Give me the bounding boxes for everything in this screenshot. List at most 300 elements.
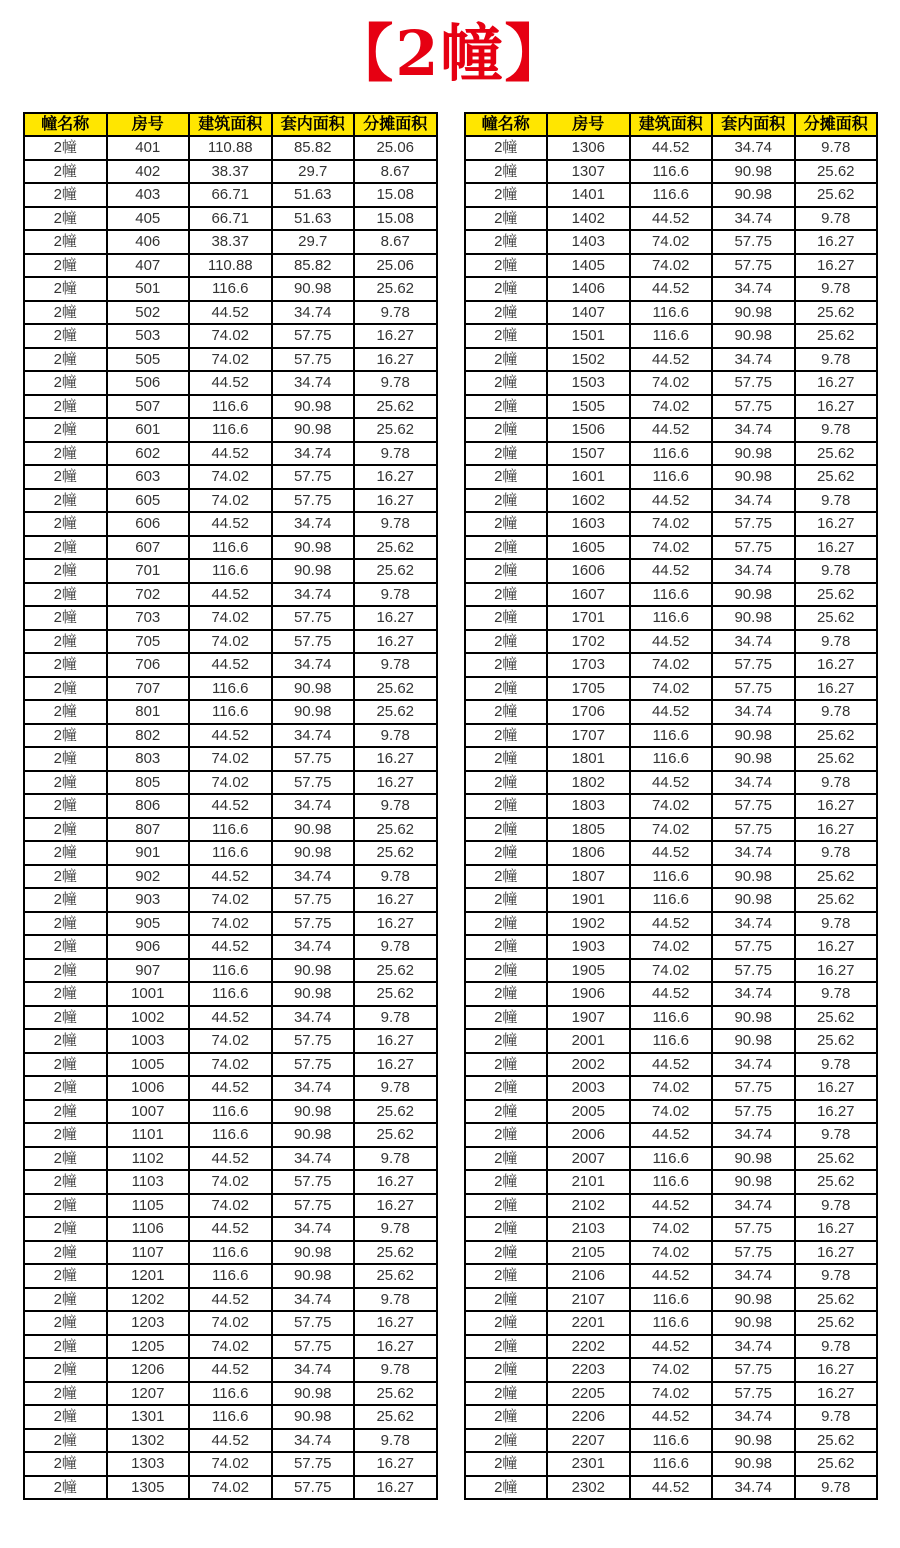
table-cell: 25.62: [354, 677, 437, 701]
table-cell: 1906: [547, 982, 630, 1006]
table-cell: 25.62: [795, 888, 878, 912]
table-cell: 116.6: [630, 442, 713, 466]
table-cell: 16.27: [795, 794, 878, 818]
table-cell: 25.62: [354, 277, 437, 301]
table-cell: 2幢: [24, 1100, 107, 1124]
table-cell: 57.75: [272, 912, 355, 936]
header-row: [24, 113, 437, 136]
table-cell: 57.75: [272, 465, 355, 489]
table-cell: 74.02: [630, 1076, 713, 1100]
table-cell: 2203: [547, 1358, 630, 1382]
table-cell: 116.6: [630, 1147, 713, 1171]
table-cell: 2幢: [24, 136, 107, 160]
table-cell: 34.74: [712, 912, 795, 936]
table-cell: 34.74: [712, 1123, 795, 1147]
table-cell: 1106: [107, 1217, 190, 1241]
table-cell: 25.06: [354, 254, 437, 278]
table-cell: 2幢: [465, 1170, 548, 1194]
table-cell: 1803: [547, 794, 630, 818]
table-cell: 44.52: [189, 935, 272, 959]
table-cell: 602: [107, 442, 190, 466]
table-cell: 34.74: [272, 1429, 355, 1453]
table-row: [465, 1405, 878, 1429]
table-cell: 707: [107, 677, 190, 701]
table-cell: 90.98: [272, 1241, 355, 1265]
table-cell: 603: [107, 465, 190, 489]
table-row: [24, 1170, 437, 1194]
table-row: [24, 677, 437, 701]
table-row: [465, 230, 878, 254]
table-cell: 2幢: [465, 254, 548, 278]
table-cell: 44.52: [189, 1429, 272, 1453]
table-cell: 57.75: [272, 1053, 355, 1077]
table-cell: 1805: [547, 818, 630, 842]
table-cell: 2幢: [24, 230, 107, 254]
table-cell: 2幢: [24, 1076, 107, 1100]
table-cell: 2幢: [465, 536, 548, 560]
table-row: [24, 1217, 437, 1241]
table-cell: 57.75: [272, 630, 355, 654]
table-cell: 116.6: [189, 677, 272, 701]
table-cell: 57.75: [712, 677, 795, 701]
table-cell: 906: [107, 935, 190, 959]
table-cell: 74.02: [189, 324, 272, 348]
column-header: 套内面积: [272, 113, 355, 136]
table-cell: 2幢: [465, 935, 548, 959]
table-cell: 38.37: [189, 230, 272, 254]
table-cell: 74.02: [189, 1335, 272, 1359]
table-cell: 2幢: [24, 724, 107, 748]
table-row: [24, 1006, 437, 1030]
table-cell: 44.52: [630, 1123, 713, 1147]
table-cell: 1306: [547, 136, 630, 160]
table-cell: 25.62: [795, 1452, 878, 1476]
table-cell: 2202: [547, 1335, 630, 1359]
table-cell: 34.74: [712, 136, 795, 160]
table-row: [465, 207, 878, 231]
table-cell: 74.02: [189, 747, 272, 771]
table-cell: 116.6: [189, 395, 272, 419]
table-cell: 16.27: [354, 348, 437, 372]
table-cell: 116.6: [189, 536, 272, 560]
table-cell: 116.6: [630, 160, 713, 184]
table-cell: 44.52: [630, 207, 713, 231]
table-cell: 1602: [547, 489, 630, 513]
table-cell: 2幢: [24, 348, 107, 372]
table-row: [24, 348, 437, 372]
table-cell: 2幢: [24, 324, 107, 348]
table-cell: 25.62: [354, 1241, 437, 1265]
table-cell: 1603: [547, 512, 630, 536]
table-cell: 2幢: [465, 1147, 548, 1171]
table-cell: 74.02: [630, 794, 713, 818]
table-cell: 44.52: [630, 1194, 713, 1218]
table-cell: 74.02: [630, 818, 713, 842]
table-cell: 16.27: [354, 1311, 437, 1335]
table-cell: 74.02: [630, 395, 713, 419]
table-cell: 2幢: [465, 1217, 548, 1241]
table-cell: 2幢: [24, 630, 107, 654]
table-cell: 16.27: [795, 536, 878, 560]
table-cell: 2幢: [465, 982, 548, 1006]
table-cell: 44.52: [189, 794, 272, 818]
table-cell: 74.02: [189, 606, 272, 630]
column-header: 幢名称: [24, 113, 107, 136]
table-cell: 505: [107, 348, 190, 372]
table-cell: 34.74: [272, 1147, 355, 1171]
table-cell: 1105: [107, 1194, 190, 1218]
table-cell: 1407: [547, 301, 630, 325]
table-cell: 2幢: [465, 959, 548, 983]
table-cell: 706: [107, 653, 190, 677]
table-cell: 44.52: [630, 841, 713, 865]
table-cell: 2幢: [24, 395, 107, 419]
table-cell: 57.75: [272, 1335, 355, 1359]
table-row: [465, 630, 878, 654]
table-cell: 2幢: [465, 1358, 548, 1382]
table-cell: 25.62: [795, 160, 878, 184]
table-cell: 90.98: [712, 160, 795, 184]
table-cell: 25.62: [795, 442, 878, 466]
table-cell: 2幢: [465, 630, 548, 654]
table-cell: 90.98: [712, 1147, 795, 1171]
table-cell: 74.02: [630, 254, 713, 278]
table-cell: 2幢: [465, 818, 548, 842]
table-cell: 90.98: [712, 324, 795, 348]
table-cell: 44.52: [189, 442, 272, 466]
table-cell: 2幢: [465, 1053, 548, 1077]
table-cell: 701: [107, 559, 190, 583]
table-cell: 16.27: [354, 1335, 437, 1359]
table-row: [465, 136, 878, 160]
table-cell: 405: [107, 207, 190, 231]
table-cell: 90.98: [272, 700, 355, 724]
table-cell: 90.98: [712, 465, 795, 489]
table-row: [465, 865, 878, 889]
table-cell: 34.74: [272, 724, 355, 748]
table-cell: 2106: [547, 1264, 630, 1288]
table-row: [465, 1288, 878, 1312]
table-cell: 2幢: [24, 301, 107, 325]
table-cell: 44.52: [630, 912, 713, 936]
table-row: [24, 1358, 437, 1382]
table-row: [24, 959, 437, 983]
table-cell: 1905: [547, 959, 630, 983]
table-cell: 90.98: [712, 888, 795, 912]
table-cell: 2幢: [465, 465, 548, 489]
table-cell: 1707: [547, 724, 630, 748]
table-cell: 2幢: [24, 1405, 107, 1429]
table-cell: 116.6: [630, 888, 713, 912]
table-cell: 66.71: [189, 207, 272, 231]
table-cell: 2幢: [24, 935, 107, 959]
table-cell: 9.78: [795, 841, 878, 865]
table-row: [24, 912, 437, 936]
table-cell: 2幢: [24, 1217, 107, 1241]
table-cell: 1801: [547, 747, 630, 771]
table-cell: 2幢: [24, 888, 107, 912]
table-cell: 57.75: [272, 489, 355, 513]
table-cell: 2幢: [465, 1452, 548, 1476]
table-row: [465, 1241, 878, 1265]
table-row: [465, 1076, 878, 1100]
table-row: [465, 1194, 878, 1218]
table-cell: 1705: [547, 677, 630, 701]
table-cell: 2006: [547, 1123, 630, 1147]
table-cell: 16.27: [795, 959, 878, 983]
table-cell: 116.6: [630, 1288, 713, 1312]
table-row: [465, 606, 878, 630]
table-row: [24, 254, 437, 278]
table-cell: 74.02: [189, 348, 272, 372]
table-cell: 74.02: [189, 912, 272, 936]
table-cell: 25.62: [795, 1029, 878, 1053]
table-cell: 57.75: [712, 794, 795, 818]
table-cell: 44.52: [630, 1476, 713, 1500]
table-cell: 57.75: [272, 771, 355, 795]
table-cell: 2幢: [465, 207, 548, 231]
table-cell: 74.02: [189, 1194, 272, 1218]
table-cell: 1806: [547, 841, 630, 865]
table-cell: 74.02: [630, 653, 713, 677]
table-cell: 34.74: [712, 348, 795, 372]
table-cell: 2幢: [465, 653, 548, 677]
table-row: [465, 1358, 878, 1382]
table-cell: 44.52: [630, 1335, 713, 1359]
table-cell: 16.27: [795, 1241, 878, 1265]
table-cell: 25.62: [795, 324, 878, 348]
table-cell: 34.74: [272, 371, 355, 395]
table-cell: 907: [107, 959, 190, 983]
table-cell: 57.75: [712, 254, 795, 278]
table-row: [24, 136, 437, 160]
table-row: [24, 888, 437, 912]
table-cell: 605: [107, 489, 190, 513]
table-cell: 116.6: [630, 1170, 713, 1194]
table-cell: 1402: [547, 207, 630, 231]
table-cell: 16.27: [354, 747, 437, 771]
table-cell: 34.74: [712, 841, 795, 865]
table-cell: 2幢: [24, 1241, 107, 1265]
table-cell: 2幢: [24, 653, 107, 677]
table-cell: 2幢: [465, 1029, 548, 1053]
table-cell: 9.78: [354, 935, 437, 959]
table-cell: 9.78: [795, 771, 878, 795]
table-cell: 9.78: [795, 700, 878, 724]
table-cell: 74.02: [630, 1217, 713, 1241]
table-cell: 1606: [547, 559, 630, 583]
table-cell: 16.27: [795, 1358, 878, 1382]
table-cell: 34.74: [272, 1076, 355, 1100]
table-cell: 57.75: [712, 818, 795, 842]
table-cell: 9.78: [795, 207, 878, 231]
table-row: [24, 794, 437, 818]
table-row: [465, 982, 878, 1006]
table-cell: 2幢: [465, 1429, 548, 1453]
table-cell: 44.52: [189, 371, 272, 395]
table-row: [24, 982, 437, 1006]
table-cell: 25.62: [795, 865, 878, 889]
table-cell: 9.78: [795, 912, 878, 936]
table-cell: 57.75: [272, 1452, 355, 1476]
table-cell: 903: [107, 888, 190, 912]
table-cell: 15.08: [354, 207, 437, 231]
table-cell: 2幢: [24, 677, 107, 701]
table-cell: 9.78: [354, 371, 437, 395]
table-cell: 74.02: [189, 771, 272, 795]
table-cell: 57.75: [712, 653, 795, 677]
table-cell: 25.62: [354, 536, 437, 560]
table-cell: 44.52: [630, 771, 713, 795]
table-cell: 90.98: [712, 865, 795, 889]
table-row: [24, 935, 437, 959]
table-cell: 90.98: [712, 301, 795, 325]
table-cell: 34.74: [272, 442, 355, 466]
table-row: [465, 583, 878, 607]
table-cell: 1203: [107, 1311, 190, 1335]
table-cell: 57.75: [272, 324, 355, 348]
table-cell: 90.98: [712, 1452, 795, 1476]
table-cell: 2001: [547, 1029, 630, 1053]
table-cell: 2101: [547, 1170, 630, 1194]
table-row: [465, 1335, 878, 1359]
table-cell: 2002: [547, 1053, 630, 1077]
table-cell: 1902: [547, 912, 630, 936]
table-row: [24, 489, 437, 513]
table-cell: 25.62: [795, 301, 878, 325]
table-cell: 2幢: [24, 1382, 107, 1406]
table-cell: 9.78: [795, 1194, 878, 1218]
table-cell: 74.02: [189, 1311, 272, 1335]
table-cell: 51.63: [272, 183, 355, 207]
table-cell: 2幢: [465, 1476, 548, 1500]
header-row: [465, 113, 878, 136]
table-cell: 9.78: [354, 583, 437, 607]
table-row: [465, 1006, 878, 1030]
table-cell: 16.27: [795, 395, 878, 419]
table-cell: 905: [107, 912, 190, 936]
table-cell: 1307: [547, 160, 630, 184]
table-cell: 90.98: [712, 747, 795, 771]
table-cell: 1102: [107, 1147, 190, 1171]
table-cell: 16.27: [795, 371, 878, 395]
table-row: [465, 160, 878, 184]
table-cell: 90.98: [712, 606, 795, 630]
table-cell: 2幢: [24, 771, 107, 795]
table-cell: 2幢: [465, 1006, 548, 1030]
table-cell: 2幢: [24, 865, 107, 889]
table-cell: 25.62: [795, 1429, 878, 1453]
table-cell: 25.62: [795, 465, 878, 489]
table-cell: 2幢: [24, 1288, 107, 1312]
table-cell: 2幢: [465, 606, 548, 630]
table-cell: 38.37: [189, 160, 272, 184]
table-cell: 116.6: [630, 1006, 713, 1030]
table-cell: 34.74: [712, 207, 795, 231]
table-cell: 116.6: [189, 1264, 272, 1288]
table-cell: 90.98: [712, 583, 795, 607]
table-cell: 9.78: [354, 1429, 437, 1453]
table-cell: 2302: [547, 1476, 630, 1500]
table-cell: 29.7: [272, 160, 355, 184]
table-cell: 44.52: [189, 1217, 272, 1241]
table-cell: 44.52: [189, 1358, 272, 1382]
table-cell: 1907: [547, 1006, 630, 1030]
table-cell: 2105: [547, 1241, 630, 1265]
table-row: [24, 536, 437, 560]
table-cell: 2幢: [24, 1147, 107, 1171]
table-cell: 57.75: [712, 1100, 795, 1124]
table-cell: 116.6: [630, 747, 713, 771]
table-cell: 34.74: [712, 1194, 795, 1218]
table-cell: 2幢: [24, 160, 107, 184]
left-building-table: [23, 112, 438, 1500]
table-cell: 9.78: [354, 653, 437, 677]
table-cell: 90.98: [272, 959, 355, 983]
table-cell: 2幢: [24, 442, 107, 466]
table-cell: 85.82: [272, 254, 355, 278]
table-cell: 2幢: [465, 183, 548, 207]
table-cell: 116.6: [189, 700, 272, 724]
table-row: [24, 1029, 437, 1053]
table-cell: 9.78: [795, 418, 878, 442]
table-row: [24, 1452, 437, 1476]
table-cell: 2幢: [465, 1241, 548, 1265]
table-cell: 2幢: [24, 1476, 107, 1500]
table-cell: 2幢: [24, 841, 107, 865]
table-cell: 16.27: [354, 1053, 437, 1077]
table-cell: 25.62: [354, 1382, 437, 1406]
table-cell: 57.75: [712, 536, 795, 560]
table-cell: 25.62: [795, 183, 878, 207]
table-cell: 9.78: [354, 1288, 437, 1312]
table-cell: 34.74: [272, 301, 355, 325]
table-row: [24, 1382, 437, 1406]
table-cell: 90.98: [272, 841, 355, 865]
table-cell: 57.75: [712, 395, 795, 419]
table-cell: 2103: [547, 1217, 630, 1241]
table-cell: 2幢: [465, 1311, 548, 1335]
table-cell: 116.6: [630, 465, 713, 489]
table-cell: 1201: [107, 1264, 190, 1288]
table-cell: 57.75: [712, 1241, 795, 1265]
table-cell: 2幢: [24, 818, 107, 842]
table-cell: 1207: [107, 1382, 190, 1406]
page-title: 【2幢】: [331, 17, 569, 90]
table-cell: 2幢: [465, 794, 548, 818]
table-cell: 2幢: [24, 982, 107, 1006]
table-cell: 2幢: [465, 418, 548, 442]
table-row: [465, 512, 878, 536]
table-cell: 2幢: [465, 1335, 548, 1359]
table-cell: 90.98: [272, 418, 355, 442]
table-cell: 2幢: [24, 277, 107, 301]
table-cell: 9.78: [795, 1264, 878, 1288]
table-cell: 406: [107, 230, 190, 254]
table-cell: 2幢: [465, 888, 548, 912]
table-row: [24, 818, 437, 842]
table-cell: 34.74: [272, 1288, 355, 1312]
table-cell: 16.27: [795, 935, 878, 959]
table-cell: 34.74: [712, 1405, 795, 1429]
table-cell: 116.6: [189, 1382, 272, 1406]
table-cell: 57.75: [712, 512, 795, 536]
table-cell: 116.6: [630, 1029, 713, 1053]
table-cell: 90.98: [712, 724, 795, 748]
table-row: [24, 1311, 437, 1335]
table-row: [24, 371, 437, 395]
table-row: [24, 653, 437, 677]
